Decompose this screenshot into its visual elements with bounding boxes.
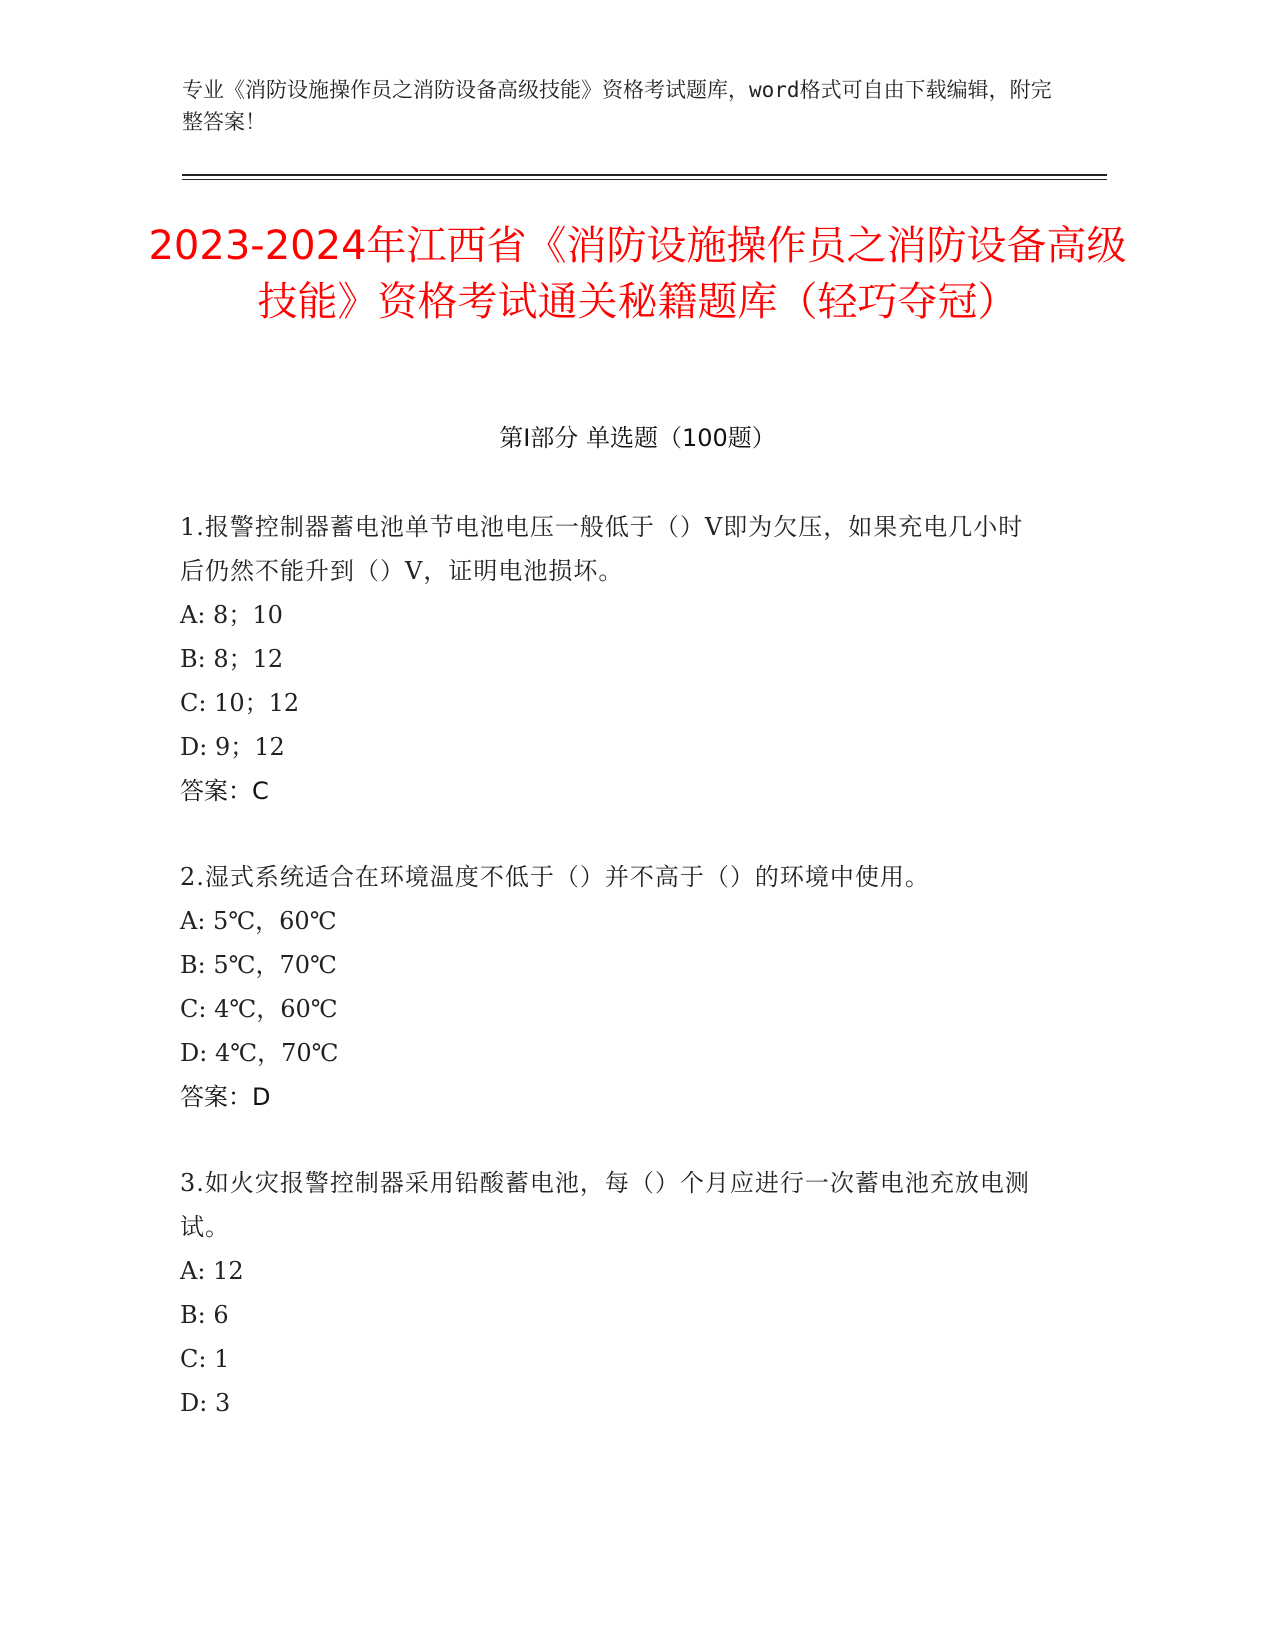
option-b: B: 5℃，70℃ — [180, 951, 337, 979]
option-b: B: 6 — [180, 1301, 229, 1329]
section-title: 第I部分 单选题（100题） — [499, 424, 776, 452]
option-c: C: 4℃，60℃ — [180, 995, 338, 1023]
option-c: C: 1 — [180, 1345, 230, 1373]
header-note: 专业《消防设施操作员之消防设备高级技能》资格考试题库，word格式可自由下载编辑，附完整答案！ — [182, 78, 1052, 134]
question-1 — [180, 505, 1040, 813]
question-text: 3.如火灾报警控制器采用铅酸蓄电池，每（）个月应进行一次蓄电池充放电测试。 — [180, 1169, 1030, 1241]
question-3 — [180, 1161, 1040, 1425]
question-2 — [180, 855, 1040, 1119]
option-d: D: 9；12 — [180, 733, 285, 761]
question-text: 1.报警控制器蓄电池单节电池电压一般低于（）V即为欠压，如果充电几小时后仍然不能升到（）V，证明电池损坏。 — [180, 513, 1024, 585]
option-a: A: 5℃，60℃ — [180, 907, 337, 935]
option-d: D: 4℃，70℃ — [180, 1039, 339, 1067]
question-text: 2.湿式系统适合在环境温度不低于（）并不高于（）的环境中使用。 — [180, 863, 930, 891]
option-b: B: 8；12 — [180, 645, 284, 673]
question-list — [180, 505, 1040, 1467]
option-a: A: 12 — [180, 1257, 244, 1285]
option-c: C: 10；12 — [180, 689, 300, 717]
document-title: 2023-2024年江西省《消防设施操作员之消防设备高级技能》资格考试通关秘籍题库（轻巧夺冠） — [148, 223, 1127, 325]
answer: 答案：C — [180, 777, 269, 805]
answer: 答案：D — [180, 1083, 271, 1111]
option-a: A: 8；10 — [180, 601, 283, 629]
header-divider — [182, 174, 1107, 180]
option-d: D: 3 — [180, 1389, 231, 1417]
